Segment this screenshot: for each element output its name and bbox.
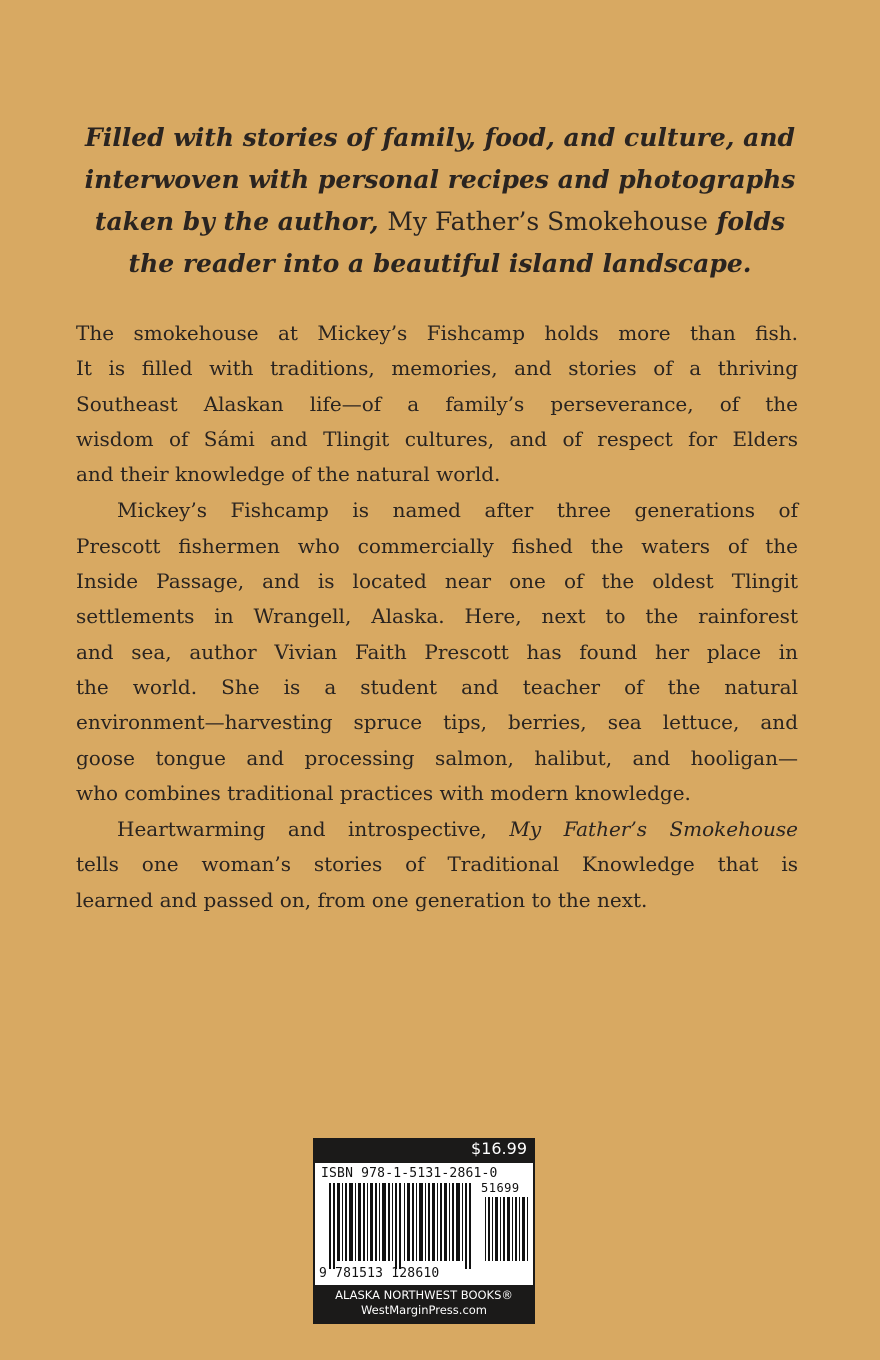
text-line: who combines traditional practices with modern knowledge. (76, 780, 691, 805)
text-line: Mickey’s Fishcamp is named after three generations of (117, 498, 798, 523)
book-title-inline: My Father’s Smokehouse (387, 207, 708, 236)
text-line: The smokehouse at Mickey’s Fishcamp holds more than fish. (76, 321, 798, 345)
isbn-text: ISBN 978-1-5131-2861-0 (321, 1166, 498, 1181)
tagline-line: interwoven with personal recipes and photographs (84, 165, 796, 194)
tagline-line: the reader into a beautiful island landscape. (128, 249, 752, 278)
tagline-line: Filled with stories of family, food, and culture, and (84, 123, 795, 152)
text-line: goose tongue and processing salmon, halibut, and hooligan— (76, 745, 798, 770)
tagline-blurb (80, 117, 800, 285)
addon-number: 51699 (481, 1181, 520, 1195)
text-line: Southeast Alaskan life—of a family’s perseverance, of the (76, 391, 798, 416)
text-line: and their knowledge of the natural world. (76, 462, 501, 487)
text-line: environment—harvesting spruce tips, berries, sea lettuce, and (76, 710, 798, 735)
tagline-line: taken by the author, My Father’s Smokehouse folds (94, 207, 786, 236)
ean-number: 9 781513 128610 (319, 1266, 440, 1281)
publisher-name: ALASKA NORTHWEST BOOKS® (335, 1288, 513, 1302)
book-title-inline: My Father’s Smokehouse (509, 817, 799, 842)
text-line: learned and passed on, from one generation to the next. (76, 887, 648, 912)
description-paragraph (76, 493, 798, 811)
barcode-panel (315, 1163, 533, 1285)
text-line: Heartwarming and introspective, My Father’s Smokehouse (117, 817, 799, 842)
text-line: settlements in Wrangell, Alaska. Here, next to the rainforest (76, 604, 798, 629)
text-line: Prescott fishermen who commercially fished the waters of the (76, 533, 798, 558)
text-line: the world. She is a student and teacher of the natural (76, 674, 798, 699)
barcode-block (313, 1138, 535, 1324)
text-line: wisdom of Sámi and Tlingit cultures, and of respect for Elders (76, 426, 798, 451)
text-line: Inside Passage, and is located near one of the oldest Tlingit (76, 569, 798, 594)
publisher-info (313, 1288, 535, 1318)
description-paragraph (76, 812, 798, 918)
price-label: $16.99 (471, 1139, 527, 1158)
text-line: and sea, author Vivian Faith Prescott has found her place in (76, 639, 798, 664)
publisher-website: WestMarginPress.com (360, 1303, 488, 1317)
ean-barcode-icon (329, 1183, 475, 1269)
text-line: It is filled with traditions, memories, and stories of a thriving (76, 356, 798, 381)
text-line: tells one woman’s stories of Traditional Knowledge that is (76, 852, 798, 877)
description (76, 316, 798, 919)
addon-barcode-icon (485, 1197, 529, 1261)
description-paragraph (76, 316, 798, 492)
